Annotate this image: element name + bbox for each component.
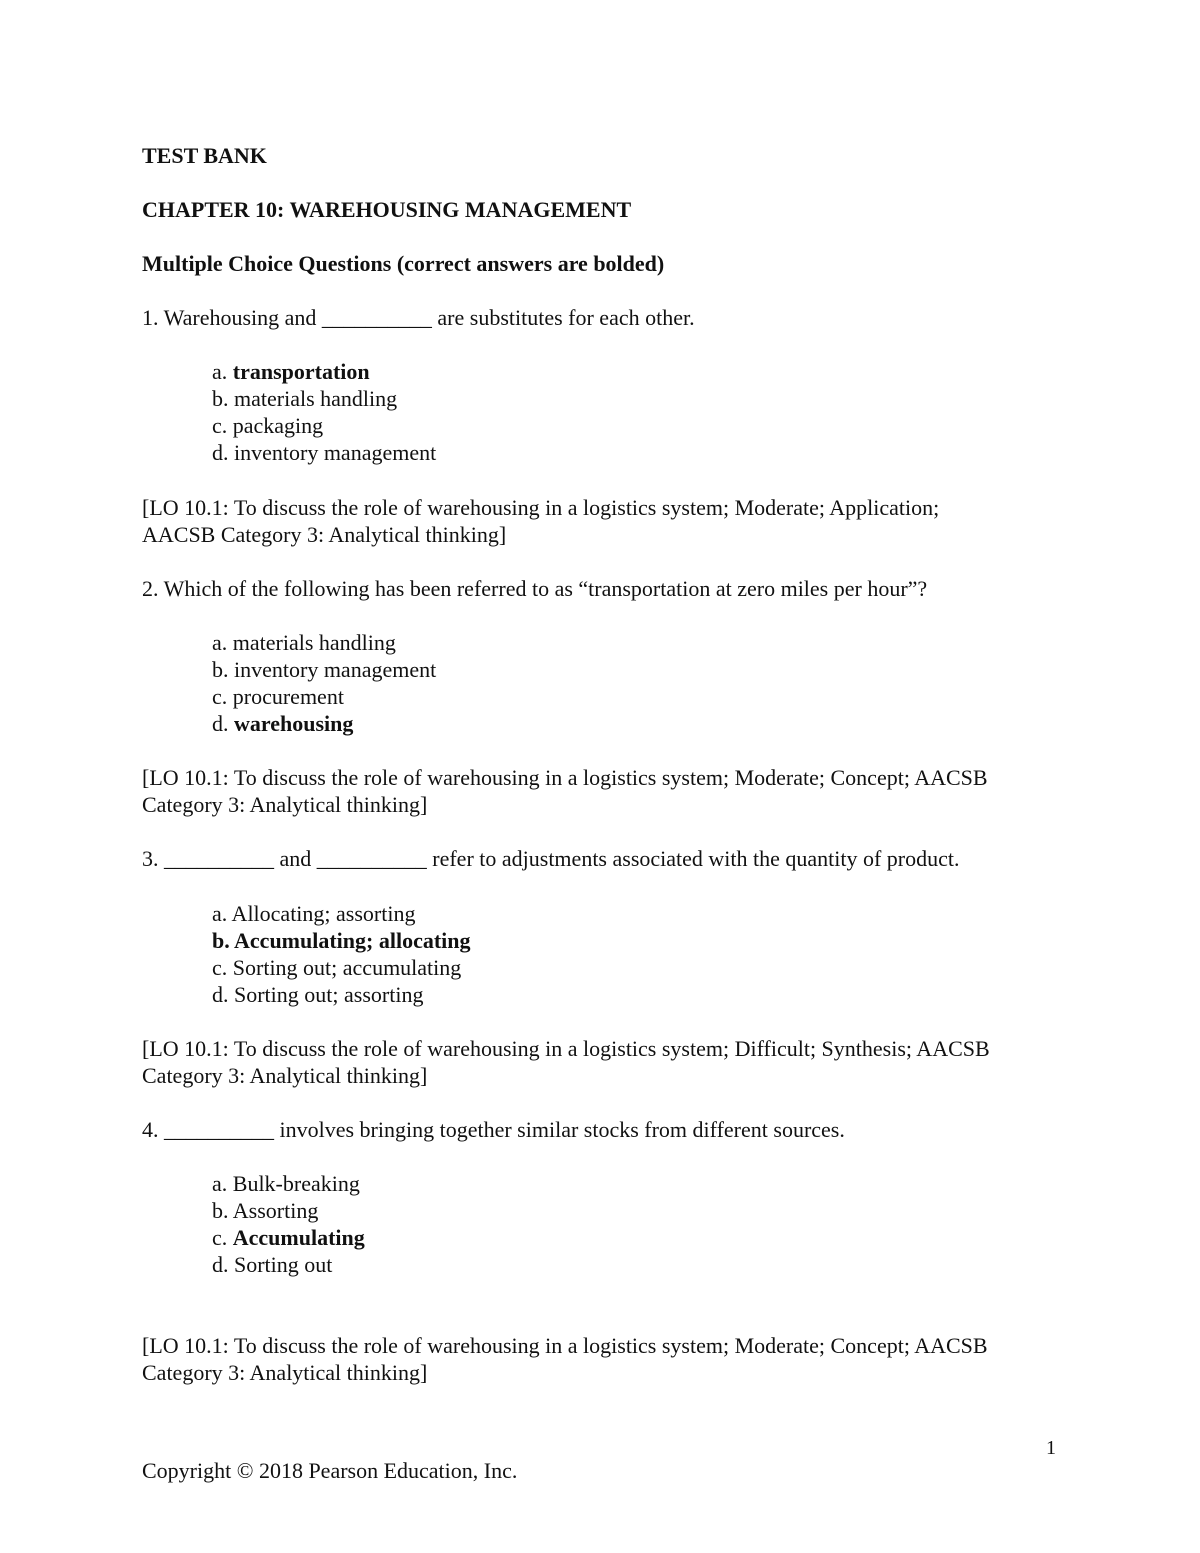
option-letter: d. <box>212 711 234 736</box>
question-3-meta-line-1: [LO 10.1: To discuss the role of warehousing in a logistics system; Difficult; Synthesis; AACSB <box>142 1036 990 1061</box>
question-3-option-d: d. Sorting out; assorting <box>212 982 424 1007</box>
question-4-option-b: b. Assorting <box>212 1198 319 1223</box>
question-3-option-b-correct: b. Accumulating; allocating <box>212 928 471 953</box>
page-number: 1 <box>1046 1437 1056 1459</box>
question-4-option-d: d. Sorting out <box>212 1252 333 1277</box>
section-heading: Multiple Choice Questions (correct answers are bolded) <box>142 251 665 276</box>
question-4-meta-line-1: [LO 10.1: To discuss the role of warehousing in a logistics system; Moderate; Concept; AACSB <box>142 1333 988 1358</box>
question-1-meta-line-1: [LO 10.1: To discuss the role of warehousing in a logistics system; Moderate; Application; <box>142 495 940 520</box>
question-2-meta-line-2: Category 3: Analytical thinking] <box>142 792 428 817</box>
correct-answer: transportation <box>232 359 370 384</box>
question-4-option-a: a. Bulk-breaking <box>212 1171 360 1196</box>
question-4-option-c <box>212 1224 365 1251</box>
correct-answer: Accumulating <box>232 1225 365 1250</box>
question-2-option-d <box>212 710 353 737</box>
question-3-meta-line-2: Category 3: Analytical thinking] <box>142 1063 428 1088</box>
question-1-option-a <box>212 358 370 385</box>
correct-answer: warehousing <box>234 711 354 736</box>
copyright-footer: Copyright © 2018 Pearson Education, Inc. <box>142 1458 518 1483</box>
question-3-option-c: c. Sorting out; accumulating <box>212 955 462 980</box>
question-4-stem: 4. __________ involves bringing together similar stocks from different sources. <box>142 1117 845 1142</box>
question-2-stem: 2. Which of the following has been referred to as “transportation at zero miles per hour”? <box>142 576 928 601</box>
question-2-meta-line-1: [LO 10.1: To discuss the role of warehousing in a logistics system; Moderate; Concept; AACSB <box>142 765 988 790</box>
document-title: TEST BANK <box>142 143 267 168</box>
option-letter: a. <box>212 359 233 384</box>
question-3-stem: 3. __________ and __________ refer to adjustments associated with the quantity of product. <box>142 846 960 871</box>
question-2-option-a: a. materials handling <box>212 630 396 655</box>
option-letter: c. <box>212 1225 233 1250</box>
question-1-option-d: d. inventory management <box>212 440 437 465</box>
chapter-heading: CHAPTER 10: WAREHOUSING MANAGEMENT <box>142 197 632 222</box>
question-1-option-b: b. materials handling <box>212 386 398 411</box>
question-1-meta-line-2: AACSB Category 3: Analytical thinking] <box>142 522 507 547</box>
question-4-meta-line-2: Category 3: Analytical thinking] <box>142 1360 428 1385</box>
question-2-option-b: b. inventory management <box>212 657 437 682</box>
question-1-option-c: c. packaging <box>212 413 324 438</box>
question-1-stem: 1. Warehousing and __________ are substitutes for each other. <box>142 305 695 330</box>
question-2-option-c: c. procurement <box>212 684 344 709</box>
question-3-option-a: a. Allocating; assorting <box>212 901 416 926</box>
